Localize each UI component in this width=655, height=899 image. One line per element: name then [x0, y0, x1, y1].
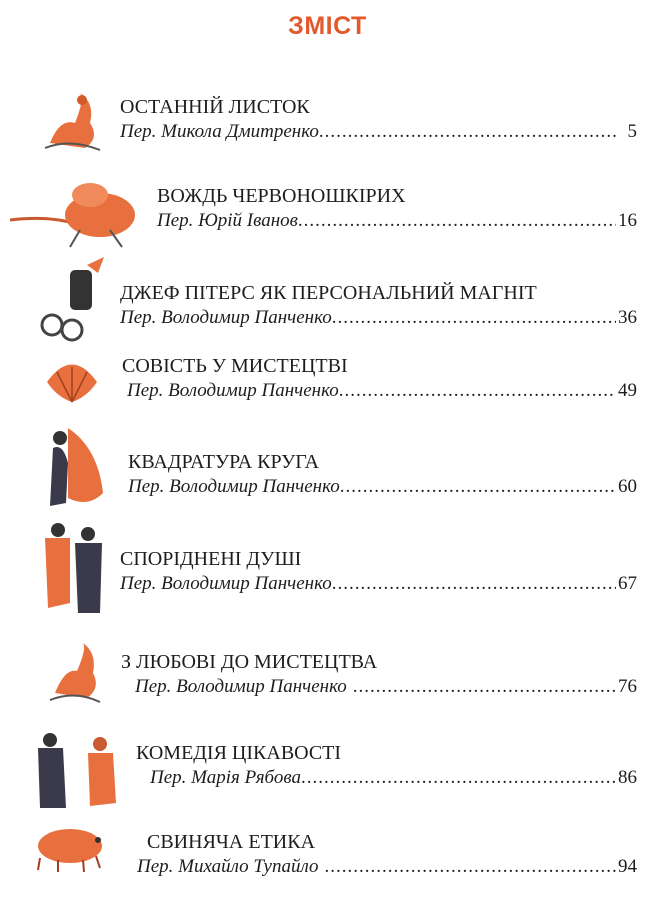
entry-translator: Пер. Михайло Тупайло [137, 856, 319, 877]
entry-page: 49 [618, 380, 637, 401]
toc-entry[interactable] [157, 184, 637, 234]
entry-title: СВИНЯЧА ЕТИКА [147, 831, 316, 853]
entry-translator: Пер. Володимир Панченко [135, 676, 347, 697]
peacock-fan-illustration [42, 352, 102, 407]
entry-title: СОВІСТЬ У МИСТЕЦТВІ [122, 355, 348, 377]
fox-illustration [40, 88, 105, 153]
page-title: ЗМІСТ [288, 12, 367, 40]
entry-title: КОМЕДІЯ ЦІКАВОСТІ [136, 742, 342, 764]
pig-illustration [28, 818, 108, 873]
entry-page: 76 [618, 676, 637, 697]
toc-entry[interactable] [120, 547, 637, 597]
dot-leader [353, 674, 616, 700]
boy-riding-illustration [10, 175, 145, 250]
toc-entry[interactable] [121, 650, 637, 700]
dot-leader [332, 571, 616, 597]
entry-page: 60 [618, 476, 637, 497]
dot-leader [340, 474, 616, 500]
entry-page: 67 [618, 573, 637, 594]
toc-entry[interactable] [128, 450, 637, 500]
dot-leader [332, 305, 616, 331]
fox-illustration [45, 638, 105, 708]
entry-title: КВАДРАТУРА КРУГА [128, 451, 320, 473]
toc-entry[interactable] [136, 741, 637, 791]
entry-translator: Пер. Володимир Панченко [120, 573, 332, 594]
entry-title: ВОЖДЬ ЧЕРВОНОШКІРИХ [157, 185, 406, 207]
entry-title: СПОРІДНЕНІ ДУШІ [120, 548, 302, 570]
entry-page: 36 [618, 307, 637, 328]
entry-translator: Пер. Марія Рябова [150, 767, 301, 788]
entry-page: 94 [618, 856, 637, 877]
dancing-couple-illustration [38, 418, 108, 513]
entry-title: ДЖЕФ ПІТЕРС ЯК ПЕРСОНАЛЬНИЙ МАГНІТ [120, 282, 537, 304]
walking-men-illustration [28, 728, 128, 813]
toc-entry[interactable] [120, 281, 637, 331]
dot-leader [298, 208, 616, 234]
entry-page: 5 [627, 121, 637, 142]
entry-page: 16 [618, 210, 637, 231]
dot-leader [325, 854, 617, 880]
entry-title: ОСТАННІЙ ЛИСТОК [120, 96, 310, 118]
dot-leader [319, 119, 616, 145]
entry-translator: Пер. Володимир Панченко [127, 380, 339, 401]
toc-entry[interactable] [122, 354, 637, 404]
handcuffs-bottle-illustration [32, 255, 107, 345]
entry-translator: Пер. Володимир Панченко [120, 307, 332, 328]
entry-translator: Пер. Юрій Іванов [157, 210, 298, 231]
entry-translator: Пер. Володимир Панченко [128, 476, 340, 497]
entry-title: З ЛЮБОВІ ДО МИСТЕЦТВА [121, 651, 378, 673]
toc-entry[interactable] [120, 95, 637, 145]
dot-leader [301, 765, 616, 791]
entry-translator: Пер. Микола Дмитренко [120, 121, 319, 142]
entry-page: 86 [618, 767, 637, 788]
toc-entry[interactable] [137, 830, 637, 880]
two-men-illustration [40, 518, 110, 623]
dot-leader [339, 378, 616, 404]
